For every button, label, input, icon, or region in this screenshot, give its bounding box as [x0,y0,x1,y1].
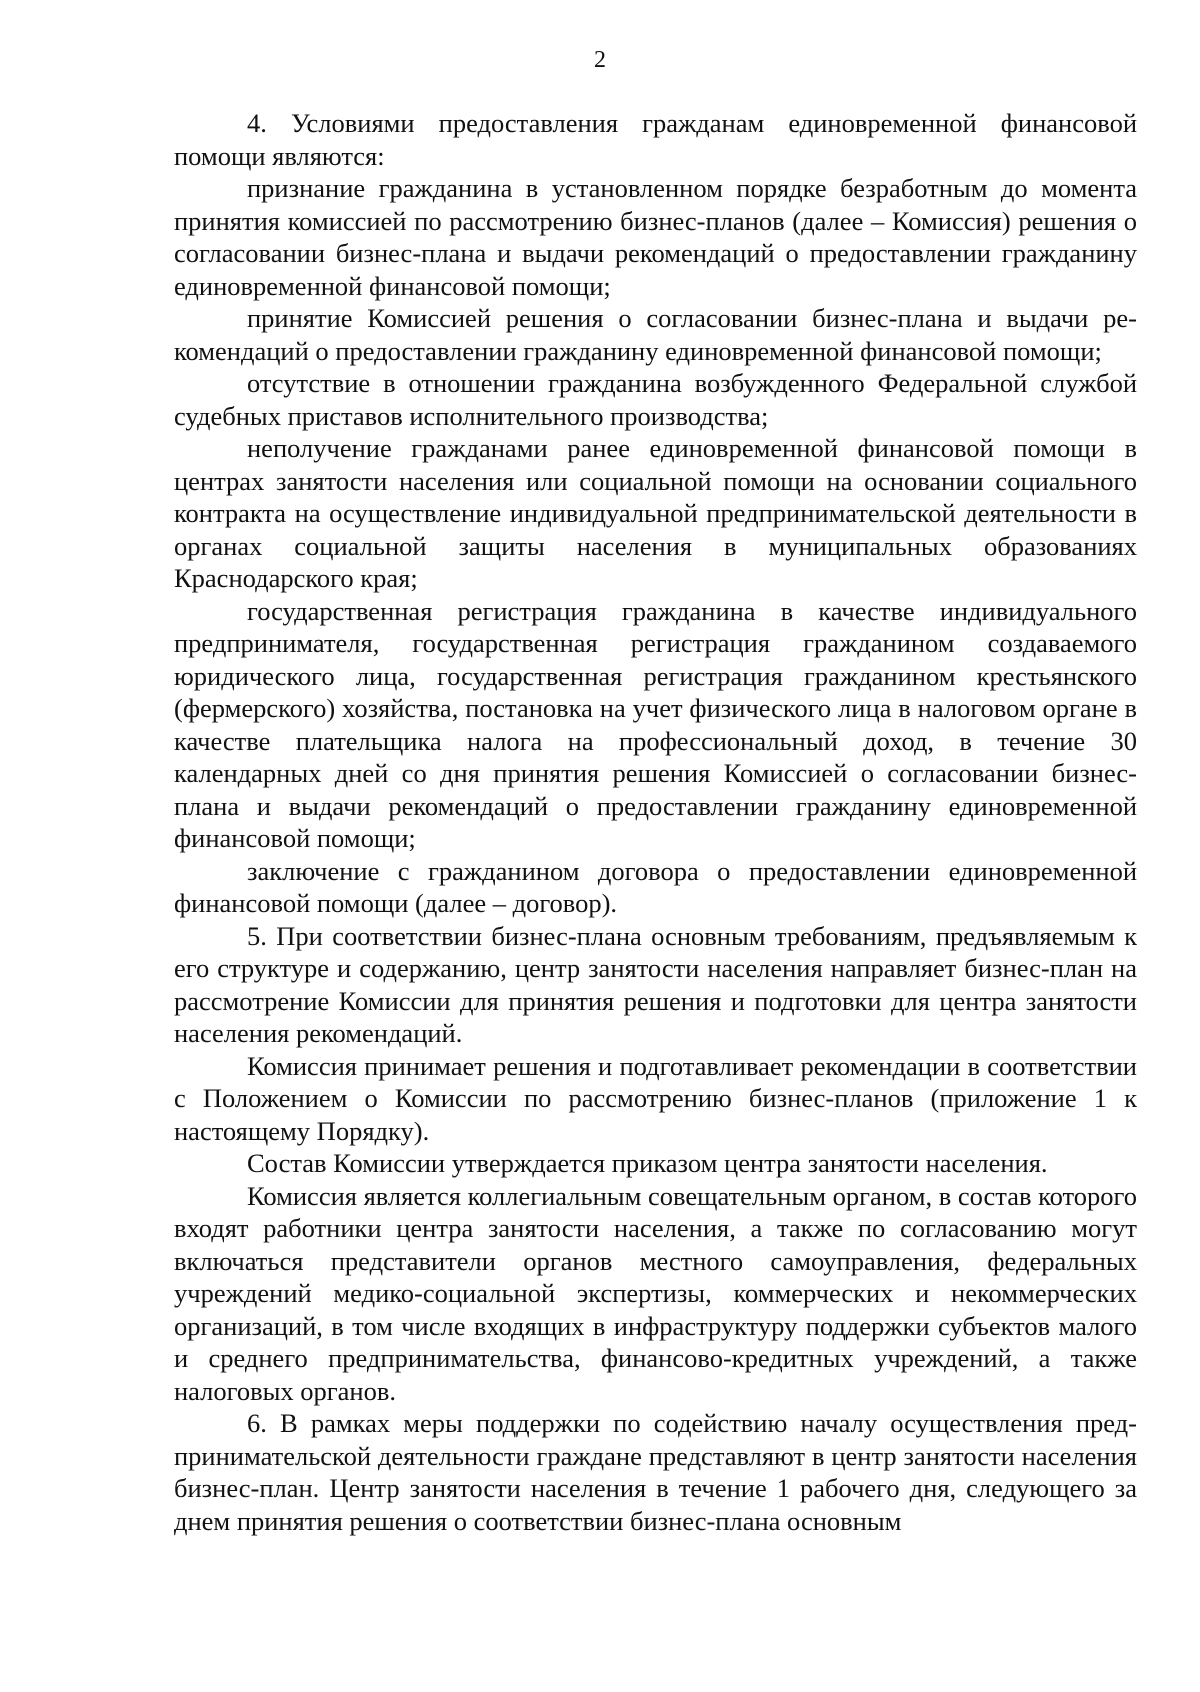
paragraph-no-enforcement: отсутствие в отношении гражданина возбужденного Федеральной службой судебных приставов исполнительного производства; [174,368,1137,431]
paragraph-item-4-conditions: 4. Условиями предоставления гражданам единовременной финансовой помощи являются: [174,108,1137,171]
paragraph-no-prior-assistance: неполучение гражданами ранее единовременной финансовой помощи в центрах занятости населения или социальной помощи на основании социального контракта на осуществление индивидуальной предпринимательской деятельности в органах социальной защиты населения в муниципальных образованиях Краснодарского края; [174,433,1137,593]
paragraph-commission-composition: Состав Комиссии утверждается приказом центра занятости населения. [247,1148,1048,1178]
page-number: 2 [594,47,606,73]
paragraph-commission-recommendations: Комиссия принимает решения и подготавливает рекомендации в соответствии с Положением о Комиссии по рассмотрению бизнес-планов (приложение 1 к настоящему Порядку). [174,1050,1137,1146]
paragraph-commission-decision: принятие Комиссией решения о согласовании бизнес-плана и выдачи рекомендаций о предоставлении гражданину единовременной финансовой помощи; [174,303,1137,366]
paragraph-state-registration: государственная регистрация гражданина в качестве индивидуального предпринимателя, государственная регистрация гражданином создаваемого юридического лица, государственная регистрация гражданином крестьянского (фермерского) хозяйства, постановка на учет физического лица в налоговом органе в качестве плательщика налога на профессиональный доход, в течение 30 календарных дней со дня принятия решения Комиссией о согласовании бизнес-плана и выдачи рекомендаций о предоставлении гражданину единовременной финансовой помощи; [174,595,1137,853]
paragraph-item-5-business-plan: 5. При соответствии бизнес-плана основным требованиям, предъявляемым к его структуре и содержанию, центр занятости населения направляет бизнес-план на рассмотрение Комиссии для принятия решения и подготовки для центра занятости населения рекомендаций. [174,920,1137,1048]
paragraph-commission-members: Комиссия является коллегиальным совещательным органом, в состав которого входят работники центра занятости населения, а также по согласованию могут включаться представители органов местного самоуправления, федеральных учреждений медико-социальной экспертизы, коммерческих и некоммерческих организаций, в том числе входящих в инфраструктуру поддержки субъектов малого и среднего предпринимательства, финансово-кредитных учреждений, а также налоговых органов. [174,1180,1137,1406]
paragraph-contract-conclusion: заключение с гражданином договора о предоставлении единовременной финансовой помощи (далее – договор). [174,855,1137,918]
document-body [174,107,1137,1537]
paragraph-unemployed-recognition: признание гражданина в установленном порядке безработным до момента принятия комиссией по рассмотрению бизнес-планов (далее – Комиссия) решения о согласовании бизнес-плана и выдачи рекомендаций о предоставлении гражданину единовременной финансовой помощи; [174,173,1137,301]
paragraph-item-6-support-measure: 6. В рамках меры поддержки по содействию началу осуществления предпринимательской деятельности граждане представляют в центр занятости населения бизнес-план. Центр занятости населения в течение 1 рабочего дня, следующего за днем принятия решения о соответствии бизнес-плана основным [174,1408,1137,1536]
